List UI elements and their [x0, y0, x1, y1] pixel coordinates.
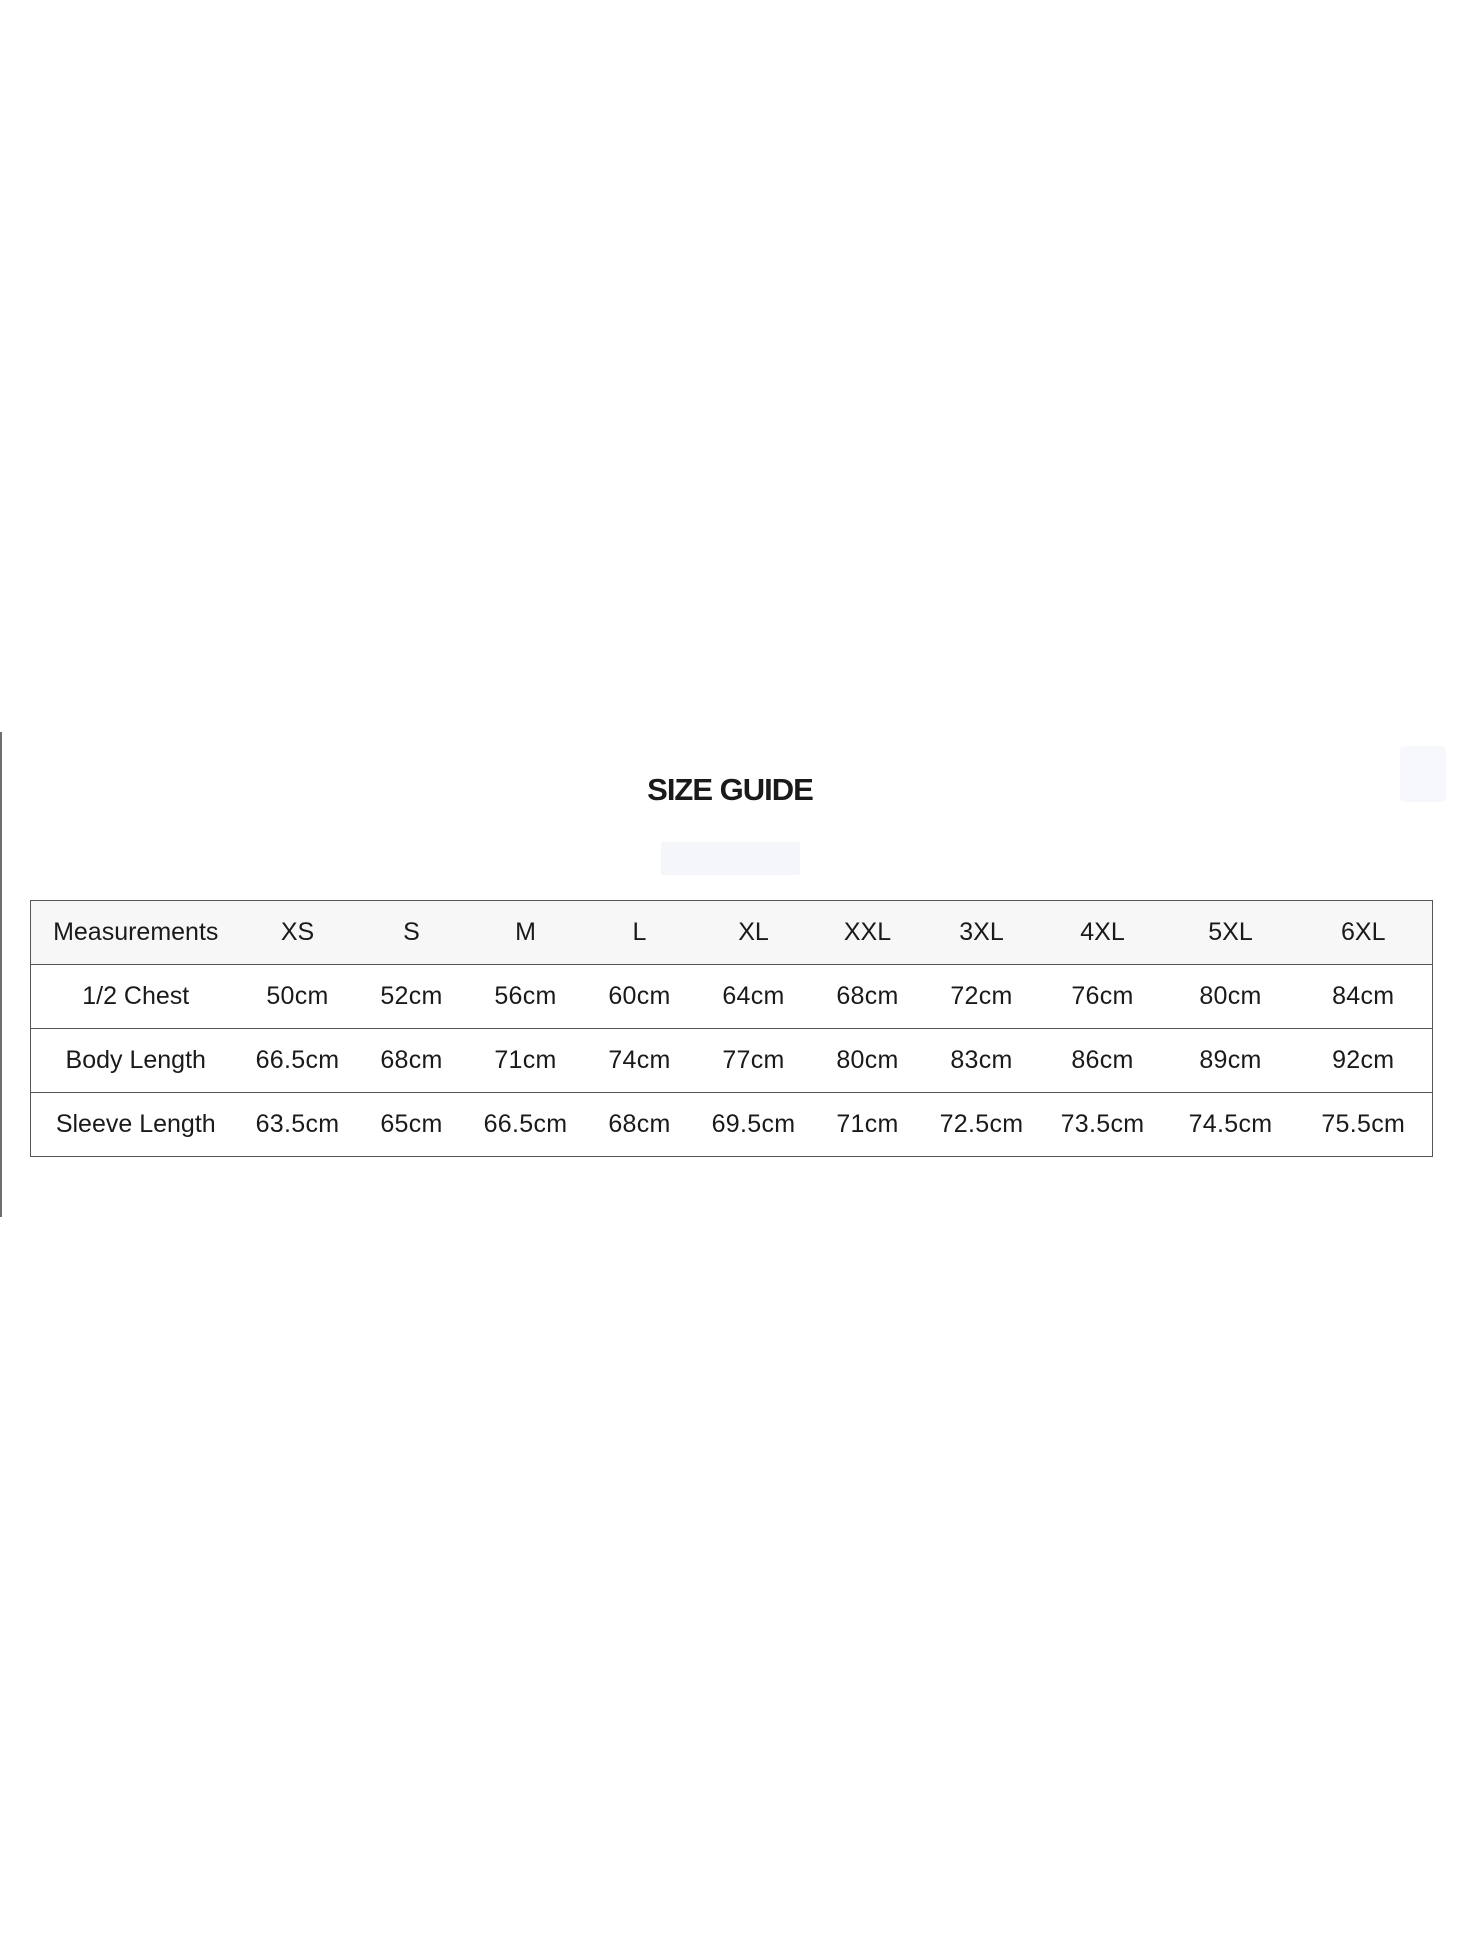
table-cell: 64cm [697, 965, 811, 1029]
header-cell-size-6xl: 6XL [1295, 901, 1433, 965]
close-button-placeholder[interactable] [1400, 746, 1446, 802]
table-cell: 77cm [697, 1029, 811, 1093]
table-row-half-chest [31, 965, 1433, 1029]
table-cell: 73.5cm [1039, 1093, 1167, 1157]
header-cell-measurements: Measurements [31, 901, 241, 965]
header-cell-size-m: M [469, 901, 583, 965]
table-cell: 83cm [925, 1029, 1039, 1093]
table-cell: 56cm [469, 965, 583, 1029]
table-cell: 80cm [1167, 965, 1295, 1029]
header-cell-size-3xl: 3XL [925, 901, 1039, 965]
table-cell: 52cm [355, 965, 469, 1029]
header-cell-size-xs: XS [241, 901, 355, 965]
table-cell: 92cm [1295, 1029, 1433, 1093]
row-label: Sleeve Length [31, 1093, 241, 1157]
header-cell-size-l: L [583, 901, 697, 965]
table-cell: 89cm [1167, 1029, 1295, 1093]
table-cell: 69.5cm [697, 1093, 811, 1157]
table-cell: 74cm [583, 1029, 697, 1093]
page-title: SIZE GUIDE [647, 772, 813, 807]
table-cell: 76cm [1039, 965, 1167, 1029]
table-cell: 84cm [1295, 965, 1433, 1029]
row-label: 1/2 Chest [31, 965, 241, 1029]
table-cell: 63.5cm [241, 1093, 355, 1157]
table-cell: 68cm [583, 1093, 697, 1157]
unit-toggle-placeholder[interactable] [661, 842, 800, 875]
table-cell: 71cm [469, 1029, 583, 1093]
header-cell-size-5xl: 5XL [1167, 901, 1295, 965]
table-cell: 80cm [811, 1029, 925, 1093]
table-header-row [31, 901, 1433, 965]
header-cell-size-xxl: XXL [811, 901, 925, 965]
header-cell-size-4xl: 4XL [1039, 901, 1167, 965]
size-table [30, 900, 1433, 1157]
table-cell: 86cm [1039, 1029, 1167, 1093]
table-cell: 65cm [355, 1093, 469, 1157]
table-cell: 68cm [811, 965, 925, 1029]
table-cell: 66.5cm [241, 1029, 355, 1093]
table-cell: 74.5cm [1167, 1093, 1295, 1157]
header-cell-size-s: S [355, 901, 469, 965]
row-label: Body Length [31, 1029, 241, 1093]
table-cell: 66.5cm [469, 1093, 583, 1157]
table-cell: 71cm [811, 1093, 925, 1157]
table-row-body-length [31, 1029, 1433, 1093]
table-cell: 68cm [355, 1029, 469, 1093]
table-cell: 72cm [925, 965, 1039, 1029]
header-cell-size-xl: XL [697, 901, 811, 965]
table-cell: 60cm [583, 965, 697, 1029]
table-cell: 72.5cm [925, 1093, 1039, 1157]
table-cell: 75.5cm [1295, 1093, 1433, 1157]
table-cell: 50cm [241, 965, 355, 1029]
table-row-sleeve-length [31, 1093, 1433, 1157]
